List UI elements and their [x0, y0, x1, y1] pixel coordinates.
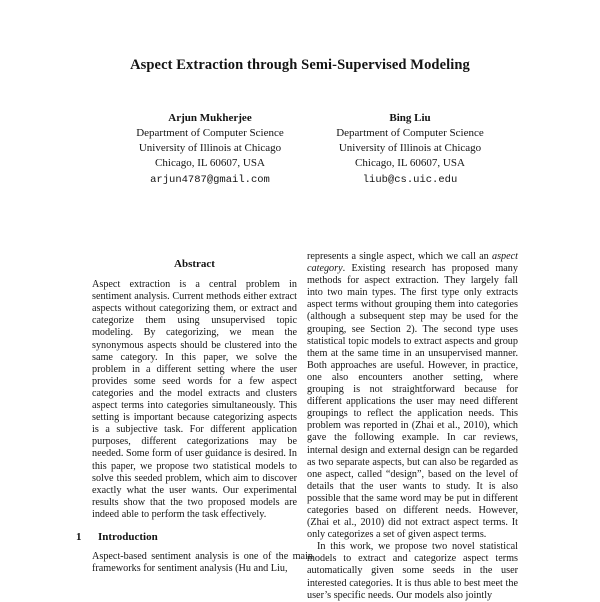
- author-university: University of Illinois at Chicago: [138, 142, 282, 154]
- author-department: Department of Computer Science: [336, 127, 484, 139]
- abstract-heading: Abstract: [174, 258, 215, 270]
- author-university: University of Illinois at Chicago: [338, 142, 482, 154]
- italic-term: aspect category: [307, 251, 518, 275]
- author-name: Arjun Mukherjee: [168, 112, 252, 124]
- section-number: 1: [76, 530, 82, 543]
- author-department: Department of Computer Science: [136, 127, 284, 139]
- abstract-text: Aspect extraction is a central problem in sentiment analysis. Current methods either extract aspects without categorizing them, or extract and categorize them using unsupervised topic modeling. By categorizing, we mean the synonymous aspects should be clustered into the same category. In this paper, we solve the problem in a different setting where the user provides some seed words for a few aspect categories and the model extracts and clusters aspect terms into categories simultaneously. This setting is important because categorizing aspects is a subjective task. For different application purposes, different categorizations may be needed. Some form of user guidance is desired. In this paper, we propose two statistical models to solve this seeded problem, which aim to discover exactly what the user wants. Our experimental results show that the two proposed models are indeed able to perform the task effectively.: [92, 279, 297, 520]
- left-column: [76, 258, 313, 575]
- author-email: arjun4787@gmail.com: [150, 174, 270, 186]
- paragraph-text: . Existing research has proposed many methods for aspect extraction. They largely fall into two main types. The first type only extracts aspect terms without grouping them into categories (although a subsequent step may be used for the grouping, see Section 2). The second type uses statistical topic models to extract aspects and group them at the same time in an unsupervised manner. Both approaches are useful. However, in practice, one also encounters another setting, where grouping is not straightforward because for different applications the user may need different groupings to reflect the application needs. This problem was reported in (Zhai et al., 2010), which gave the following example. In car reviews, internal design and external design can be regarded as two separate aspects, but can also be regarded as one aspect, called “design”, based on the level of details that the user wants to study. It is also possible that the same word may be put in different categories based on different needs. However, (Zhai et al., 2010) did not extract aspect terms. It only categorizes a set of given aspect terms.: [307, 263, 518, 541]
- introduction-text: Aspect-based sentiment analysis is one of the main frameworks for sentiment analysis (Hu and Liu,: [92, 551, 313, 575]
- author-email: liub@cs.uic.edu: [362, 174, 458, 186]
- body-paragraph-2: In this work, we propose two novel statistical models to extract and categorize aspect terms automatically given some seeds in the user interested categories. It is thus able to best meet the user’s specific needs. Our models also jointly: [307, 541, 518, 601]
- section-title: Introduction: [98, 530, 158, 543]
- author-block-2: [290, 111, 530, 188]
- author-city: Chicago, IL 60607, USA: [155, 157, 265, 169]
- body-paragraph-1: [307, 251, 518, 541]
- right-column: [307, 251, 518, 602]
- paper-title: Aspect Extraction through Semi-Supervised Modeling: [130, 57, 470, 73]
- paragraph-text: represents a single aspect, which we call an: [307, 251, 492, 262]
- section-heading-introduction: [76, 531, 297, 543]
- author-city: Chicago, IL 60607, USA: [355, 157, 465, 169]
- author-name: Bing Liu: [389, 112, 431, 124]
